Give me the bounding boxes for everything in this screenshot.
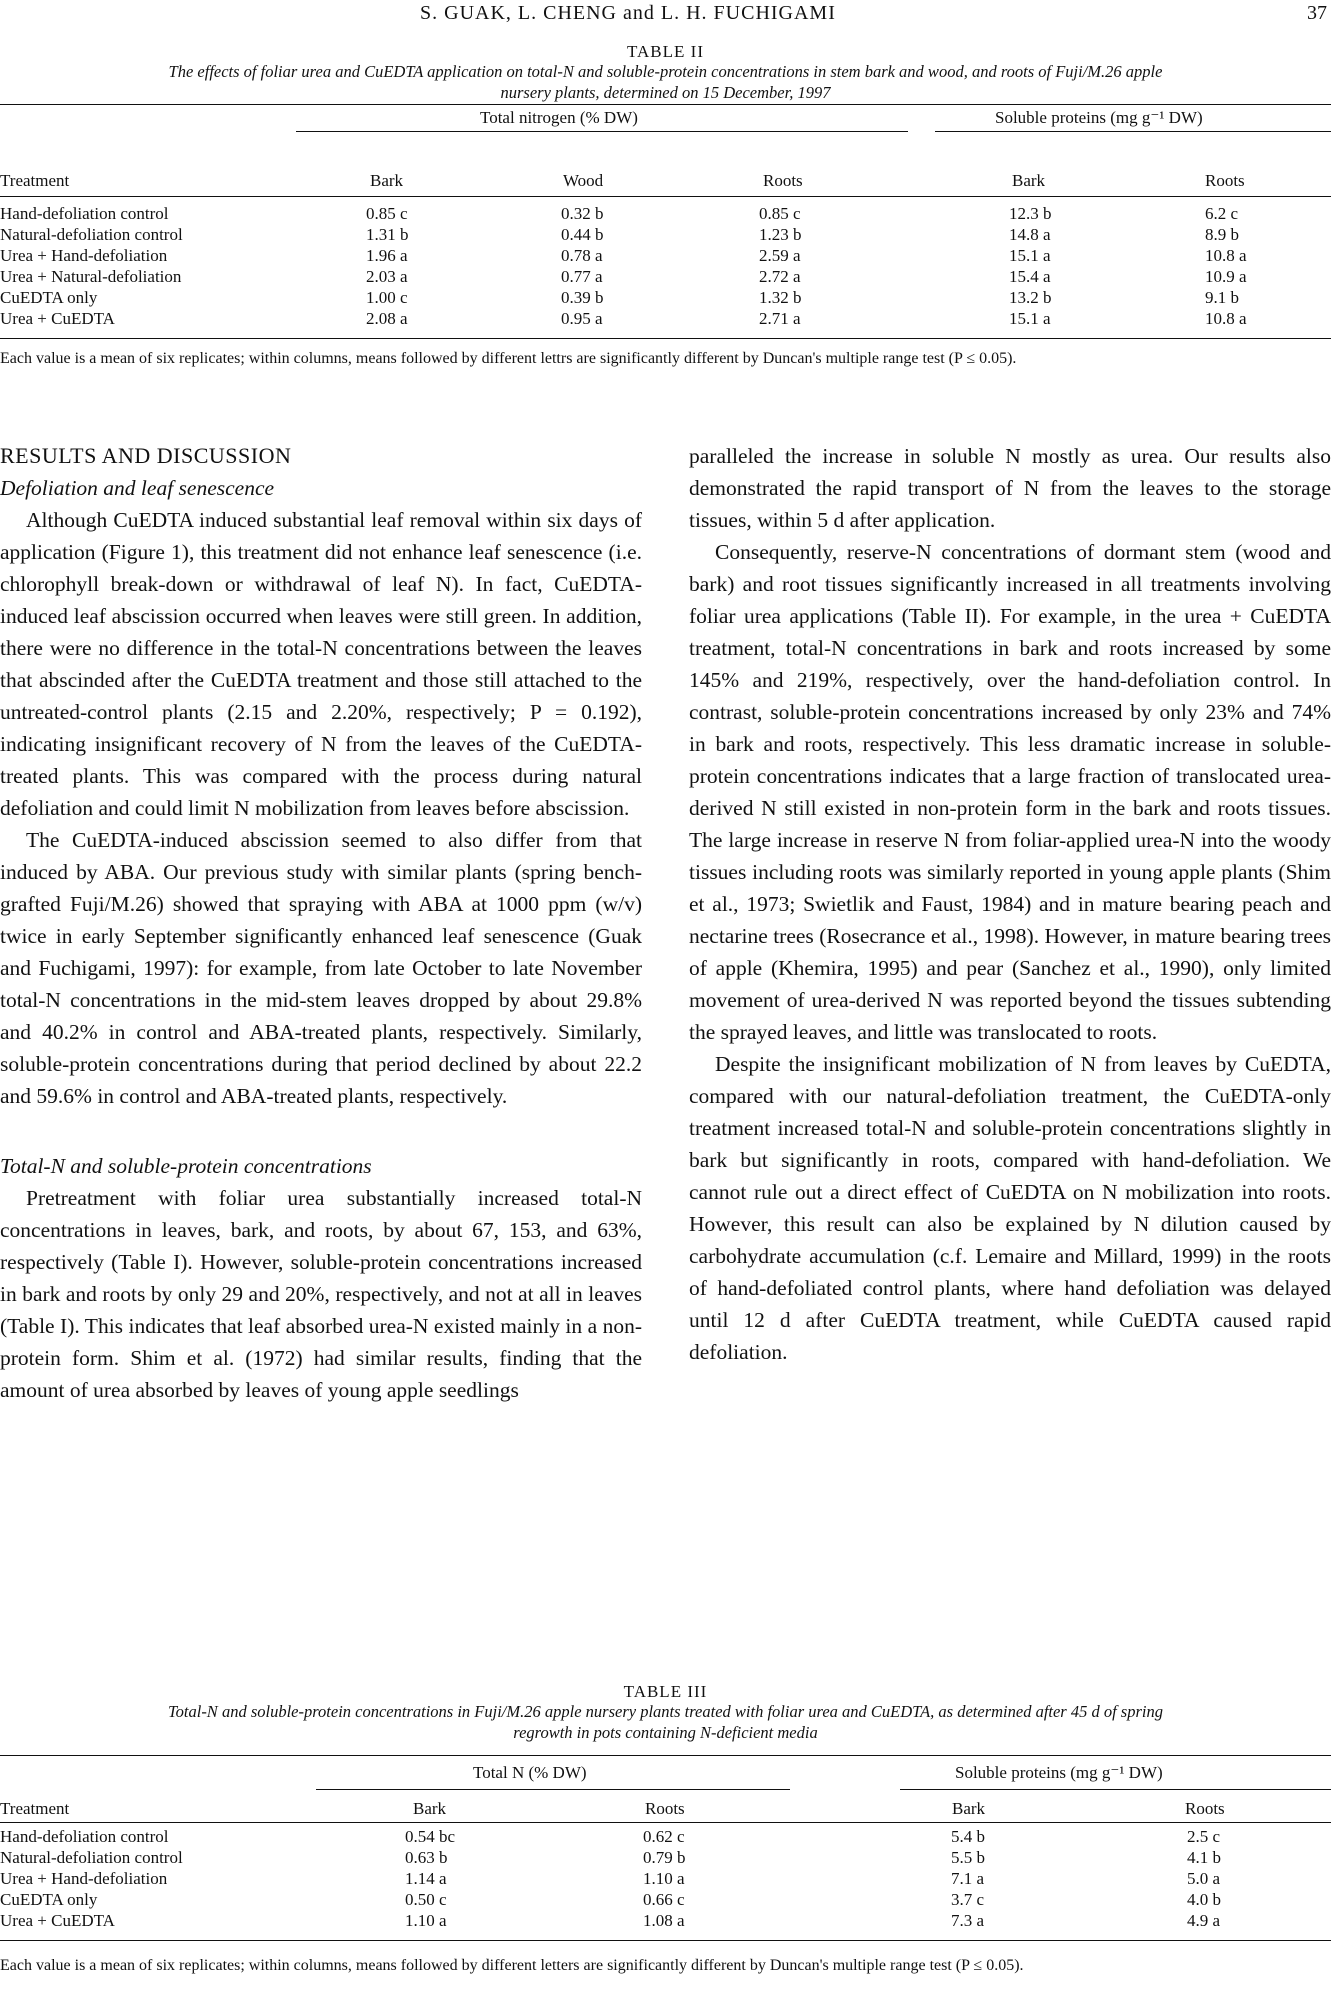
table-row: [0, 1889, 1331, 1910]
table-cell: 5.4 b: [951, 1827, 985, 1846]
table-row: [0, 266, 1331, 287]
running-header-authors: S. GUAK, L. CHENG and L. H. FUCHIGAMI: [420, 2, 836, 24]
table2-group2-rule: [935, 131, 1331, 132]
table-row: [0, 308, 1331, 329]
table2-col-wood: Wood: [563, 171, 604, 190]
table-cell: 0.50 c: [405, 1890, 447, 1909]
table3-caption-line2: regrowth in pots containing N-deficient media: [513, 1723, 818, 1742]
table-cell: 0.63 b: [405, 1848, 448, 1867]
table-cell: Urea + CuEDTA: [0, 1911, 115, 1930]
table-cell: 3.7 c: [951, 1890, 985, 1909]
table-cell: 1.14 a: [405, 1869, 447, 1888]
left-text-column: [0, 440, 642, 1406]
paragraph: Pretreatment with foliar urea substantially increased total-N concentrations in leaves, bark, and roots, by about 67, 153, and 63%, respectively (Table I). However, soluble-protein concentrations increased in bark and roots by only 29 and 20%, respectively, and not at all in leaves (Table I). This indicates that leaf absorbed urea-N existed mainly in a non-protein form. Shim et al. (1972) had similar results, finding that the amount of urea absorbed by leaves of young apple seedlings: [0, 1186, 642, 1402]
table-cell: 2.72 a: [759, 267, 801, 286]
table-cell: 8.9 b: [1205, 225, 1239, 244]
table-cell: 0.78 a: [561, 246, 603, 265]
table-cell: 13.2 b: [1009, 288, 1052, 307]
table-cell: 1.96 a: [366, 246, 408, 265]
table-cell: CuEDTA only: [0, 288, 98, 307]
table-cell: 0.62 c: [643, 1827, 685, 1846]
table-cell: 10.9 a: [1205, 267, 1247, 286]
subsection-heading-defoliation: Defoliation and leaf senescence: [0, 476, 275, 500]
table-row: [0, 245, 1331, 266]
table-cell: 0.32 b: [561, 204, 604, 223]
table-cell: 0.95 a: [561, 309, 603, 328]
table2-col-bark: Bark: [370, 171, 404, 190]
table-cell: 1.10 a: [405, 1911, 447, 1930]
table-cell: 0.66 c: [643, 1890, 685, 1909]
section-heading: RESULTS AND DISCUSSION: [0, 443, 292, 468]
table2-col-protein-roots: Roots: [1205, 171, 1245, 190]
table-cell: 0.54 bc: [405, 1827, 456, 1846]
table3-footnote: Each value is a mean of six replicates; within columns, means followed by different letters are significantly different by Duncan's multiple range test (P ≤ 0.05).: [0, 1957, 1024, 1974]
table3-bottom-rule: [0, 1940, 1331, 1941]
table-cell: 15.1 a: [1009, 309, 1051, 328]
table-cell: 7.3 a: [951, 1911, 985, 1930]
table2-group-total-nitrogen: Total nitrogen (% DW): [480, 108, 638, 127]
table-cell: 4.1 b: [1187, 1848, 1221, 1867]
table2-header-rule: [0, 196, 1331, 197]
table-cell: 0.39 b: [561, 288, 604, 307]
table-cell: 2.5 c: [1187, 1827, 1221, 1846]
table-cell: Natural-defoliation control: [0, 225, 183, 244]
table2-label: TABLE II: [627, 42, 704, 61]
table2-col-treatment: Treatment: [0, 171, 70, 190]
table-cell: 5.5 b: [951, 1848, 985, 1867]
table-cell: 6.2 c: [1205, 204, 1239, 223]
paragraph: Despite the insignificant mobilization of N from leaves by CuEDTA, compared with our natural-defoliation treatment, the CuEDTA-only treatment increased total-N and soluble-protein concentrations slightly in bark but significantly in roots, compared with hand-defoliation. We cannot rule out a direct effect of CuEDTA on N mobilization into roots. However, this result can also be explained by N dilution caused by carbohydrate accumulation (c.f. Lemaire and Millard, 1999) in the roots of hand-defoliated control plants, where hand defoliation was delayed until 12 d after CuEDTA treatment, while CuEDTA caused rapid defoliation.: [689, 1052, 1331, 1364]
table-row: [0, 287, 1331, 308]
right-text-column: [689, 440, 1331, 1368]
table-cell: Hand-defoliation control: [0, 204, 169, 223]
table-cell: 10.8 a: [1205, 309, 1247, 328]
table-cell: 2.08 a: [366, 309, 408, 328]
table-cell: 12.3 b: [1009, 204, 1052, 223]
table2-group-soluble-proteins: Soluble proteins (mg g⁻¹ DW): [995, 108, 1203, 127]
table2-col-protein-bark: Bark: [1012, 171, 1046, 190]
table-cell: 2.59 a: [759, 246, 801, 265]
table-cell: 1.08 a: [643, 1911, 685, 1930]
subsection-heading-total-n: Total-N and soluble-protein concentrations: [0, 1154, 372, 1178]
running-header: [0, 2, 1331, 28]
table-cell: 15.4 a: [1009, 267, 1051, 286]
table-row: [0, 1826, 1331, 1847]
table3-col-protein-bark: Bark: [952, 1799, 986, 1818]
table-cell: 4.9 a: [1187, 1911, 1221, 1930]
table-cell: CuEDTA only: [0, 1890, 98, 1909]
table-cell: Urea + Hand-defoliation: [0, 246, 168, 265]
table2-bottom-rule: [0, 338, 1331, 339]
table2-col-roots: Roots: [763, 171, 803, 190]
table-cell: 1.32 b: [759, 288, 802, 307]
paragraph: Although CuEDTA induced substantial leaf removal within six days of application (Figure 1), this treatment did not enhance leaf senescence (i.e. chlorophyll break-down or withdrawal of leaf N). In fact, CuEDTA-induced leaf abscission occurred when leaves were still green. In addition, there were no difference in the total-N concentrations between the leaves that abscinded after the CuEDTA treatment and those still attached to the untreated-control plants (2.15 and 2.20%, respectively; P = 0.192), indicating insignificant recovery of N from the leaves of the CuEDTA-treated plants. This was compared with the process during natural defoliation and could limit N mobilization from leaves before abscission.: [0, 508, 642, 820]
table2-caption-line2: nursery plants, determined on 15 December, 1997: [500, 83, 831, 102]
table-cell: Urea + Natural-defoliation: [0, 267, 182, 286]
table3-label: TABLE III: [623, 1682, 708, 1701]
table-cell: 4.0 b: [1187, 1890, 1221, 1909]
table-cell: 0.79 b: [643, 1848, 686, 1867]
table3-body: [0, 1826, 1331, 1931]
table-cell: 5.0 a: [1187, 1869, 1221, 1888]
table3-col-treatment: Treatment: [0, 1799, 70, 1818]
table3-group-soluble-proteins: Soluble proteins (mg g⁻¹ DW): [955, 1763, 1163, 1782]
table2-footnote: Each value is a mean of six replicates; within columns, means followed by different lettrs are significantly different by Duncan's multiple range test (P ≤ 0.05).: [0, 350, 1017, 367]
table2-caption-line1: The effects of foliar urea and CuEDTA application on total-N and soluble-protein concentrations in stem bark and wood, and roots of Fuji/M.26 apple: [168, 62, 1163, 81]
table3-col-protein-roots: Roots: [1185, 1799, 1225, 1818]
table-cell: 9.1 b: [1205, 288, 1239, 307]
section-spacer: [0, 1112, 642, 1150]
table-cell: 2.03 a: [366, 267, 408, 286]
table-cell: 1.31 b: [366, 225, 409, 244]
table2-group1-rule: [296, 131, 908, 132]
paragraph: The CuEDTA-induced abscission seemed to also differ from that induced by ABA. Our previous study with similar plants (spring bench-grafted Fuji/M.26) showed that spraying with ABA at 1000 ppm (w/v) twice in early September significantly enhanced leaf senescence (Guak and Fuchigami, 1997): for example, from late October to late November total-N concentrations in the mid-stem leaves dropped by about 29.8% and 40.2% in control and ABA-treated plants, respectively. Similarly, soluble-protein concentrations during that period declined by about 22.2 and 59.6% in control and ABA-treated plants, respectively.: [0, 828, 642, 1108]
table-cell: 0.85 c: [759, 204, 801, 223]
table3-col-bark: Bark: [413, 1799, 447, 1818]
table-row: [0, 224, 1331, 245]
paragraph: paralleled the increase in soluble N mostly as urea. Our results also demonstrated the rapid transport of N from the leaves to the storage tissues, within 5 d after application.: [689, 444, 1331, 532]
table-cell: Urea + Hand-defoliation: [0, 1869, 168, 1888]
table-cell: 1.10 a: [643, 1869, 685, 1888]
table-row: [0, 1910, 1331, 1931]
paragraph: Consequently, reserve-N concentrations of dormant stem (wood and bark) and root tissues significantly increased in all treatments involving foliar urea applications (Table II). For example, in the urea + CuEDTA treatment, total-N concentrations in bark and roots increased by some 145% and 219%, respectively, over the hand-defoliation control. In contrast, soluble-protein concentrations increased by only 23% and 74% in bark and roots, respectively. This less dramatic increase in soluble-protein concentrations indicates that a large fraction of translocated urea-derived N still existed in non-protein form in the bark and roots tissues. The large increase in reserve N from foliar-applied urea-N into the woody tissues including roots was similarly reported in young apple plants (Shim et al., 1973; Swietlik and Faust, 1984) and in mature bearing peach and nectarine trees (Rosecrance et al., 1998). However, in mature bearing trees of apple (Khemira, 1995) and pear (Sanchez et al., 1990), only limited movement of urea-derived N was reported beyond the tissues subtending the sprayed leaves, and little was translocated to roots.: [689, 540, 1331, 1044]
table3-group-total-n: Total N (% DW): [473, 1763, 587, 1782]
table-cell: 0.44 b: [561, 225, 604, 244]
table-cell: 0.85 c: [366, 204, 408, 223]
table-cell: 1.00 c: [366, 288, 408, 307]
table-cell: 14.8 a: [1009, 225, 1051, 244]
table-cell: 2.71 a: [759, 309, 801, 328]
table-cell: 0.77 a: [561, 267, 603, 286]
table-row: [0, 203, 1331, 224]
table2-top-rule: [0, 104, 1331, 105]
table-row: [0, 1868, 1331, 1889]
table3-top-rule: [0, 1755, 1331, 1756]
table-cell: 1.23 b: [759, 225, 802, 244]
table3-caption-line1: Total-N and soluble-protein concentrations in Fuji/M.26 apple nursery plants treated with foliar urea and CuEDTA, as determined after 45 d of spring: [167, 1702, 1163, 1721]
table2-body: [0, 203, 1331, 329]
table-cell: Hand-defoliation control: [0, 1827, 169, 1846]
table-cell: 7.1 a: [951, 1869, 985, 1888]
table-cell: Natural-defoliation control: [0, 1848, 183, 1867]
table3-col-roots: Roots: [645, 1799, 685, 1818]
page-number: 37: [1307, 2, 1327, 24]
table-cell: 15.1 a: [1009, 246, 1051, 265]
table3-group2-rule: [900, 1789, 1331, 1790]
table3-header-rule: [0, 1822, 1331, 1823]
table3-group1-rule: [316, 1789, 790, 1790]
table-cell: Urea + CuEDTA: [0, 309, 115, 328]
table-row: [0, 1847, 1331, 1868]
table-cell: 10.8 a: [1205, 246, 1247, 265]
